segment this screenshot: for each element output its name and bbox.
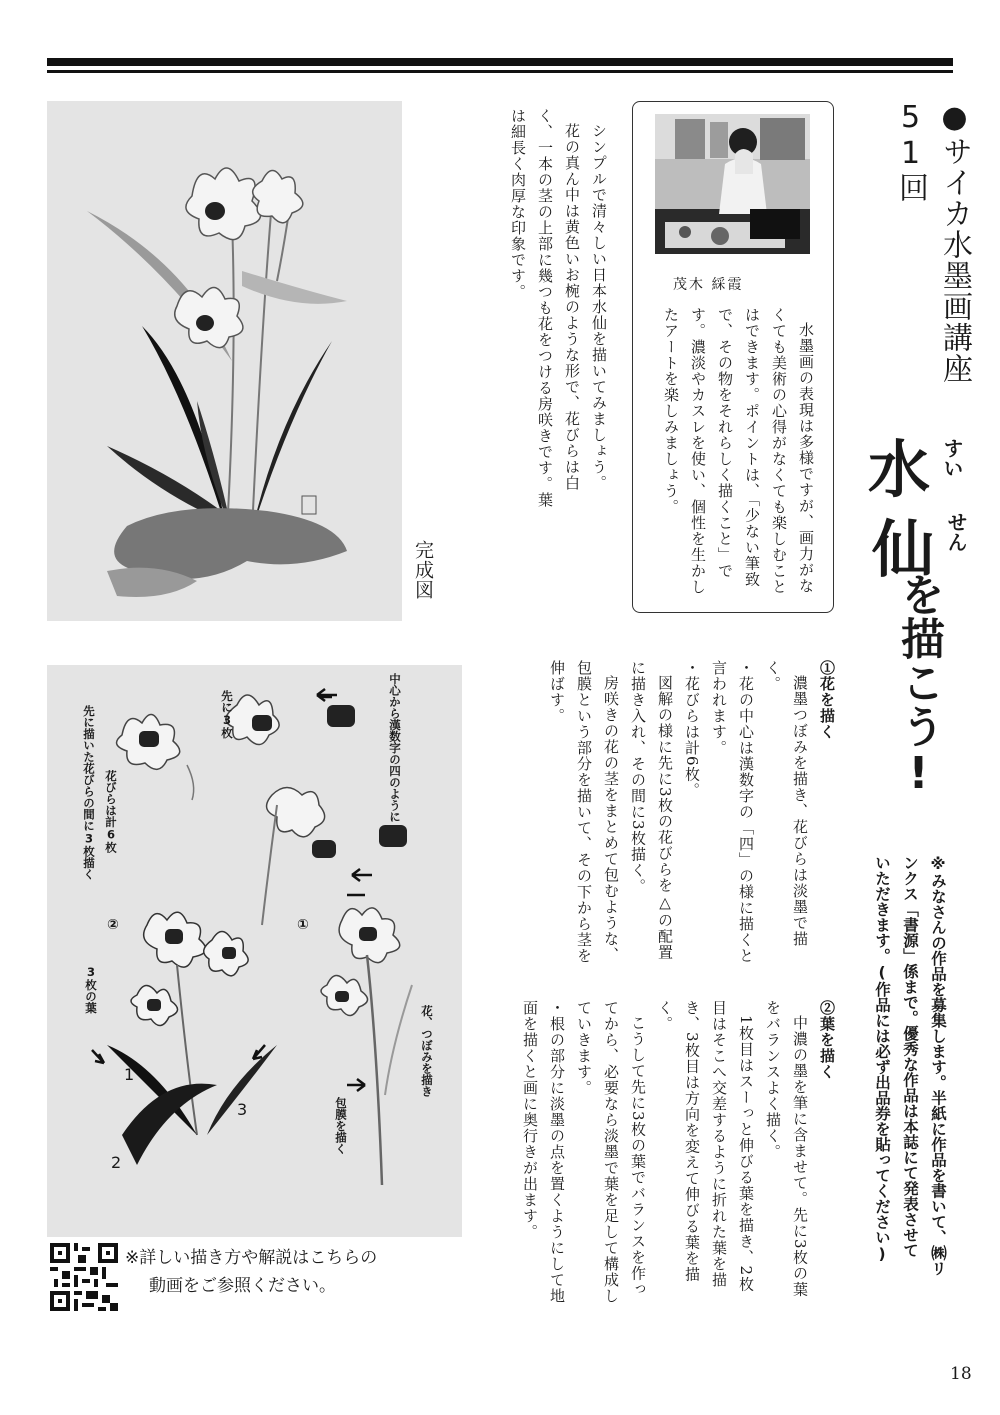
intro-paragraph: 水墨画の表現は多様ですが、画力がなくても美術の心得がなくても楽しむことはできます。ポイントは、「少ない筆致で、その物をそれらしく描くこと」です。濃淡やカスレを使い、個性を生かしたアートを楽しみましょう。	[662, 307, 815, 595]
title-char-sen: 仙	[872, 513, 935, 586]
submission-notice	[868, 855, 952, 1295]
step1-paragraph: ・花の中心は漢数字の「四」の様に描くと言われます。	[710, 660, 755, 964]
step2-paragraph: こうして先に3枚の葉でバランスを作ってから、必要なら淡墨で葉を足して構成していきます。	[575, 1000, 647, 1304]
step2-text	[500, 1000, 840, 1305]
label-flower-bud: 花、つぼみを描き	[420, 1005, 434, 1097]
header-rule-thin	[47, 70, 953, 73]
label-leaf2: 2	[111, 1153, 122, 1172]
diagram-panel	[47, 665, 462, 1237]
title-rest: を描こう!	[893, 572, 944, 799]
label-num2: ②	[107, 917, 119, 933]
qr-code-icon[interactable]	[50, 1243, 118, 1311]
completed-label: 完成図	[412, 540, 434, 600]
title-ruby-sui: すい	[940, 438, 964, 478]
label-between: 先に描いた花びらの間に3枚描く	[82, 705, 96, 880]
label-three-leaves: 3枚の葉	[84, 965, 98, 1014]
label-leaf3: 3	[237, 1100, 248, 1119]
step1-paragraph: ・花びらは計6枚。	[683, 660, 701, 799]
page-number: 18	[950, 1364, 972, 1384]
notice-line: ンクス「書源」係まで。優秀な作品は本誌にて発表させて	[901, 855, 919, 1258]
label-first3: 先に3枚	[220, 690, 234, 739]
step1-paragraph: 濃墨つぼみを描き、花びらは淡墨で描く。	[764, 660, 809, 947]
description-paragraph: 花の真ん中は黄色いお椀のような形で、花びらは白く、一本の茎の上部に幾つも花をつける房咲きです。葉は細長く肉厚な印象です。	[509, 108, 581, 508]
label-num1: ①	[297, 917, 309, 933]
label-petals6: 花びらは計6枚	[104, 770, 118, 853]
notice-line: いただきます。(作品には必ず出品券を貼ってください)	[873, 855, 891, 1263]
artist-photo	[655, 114, 810, 254]
step2-paragraph: 1枚目はスーっと伸びる葉を描き、2枚目はそこへ交差するように折れた葉を描き、3枚目は方向を変えて伸びる葉を描く。	[656, 1000, 755, 1293]
qr-caption	[125, 1244, 377, 1300]
step2-heading: ②葉を描く	[818, 1000, 836, 1080]
daffodil-painting	[47, 101, 402, 621]
notice-line: ※みなさんの作品を募集します。半紙に作品を書いて、㈱リ	[929, 855, 947, 1276]
qr-caption-line: ※詳しい描き方や解説はこちらの	[125, 1248, 378, 1268]
label-leaf1: 1	[124, 1065, 135, 1084]
title-ruby-sen: せん	[944, 512, 968, 552]
photo-caption: 茂木 綵霞	[673, 277, 744, 293]
main-title	[868, 420, 968, 820]
step2-paragraph: ・根の部分に淡墨の点を置くようにして地面を描くと画に奥行きが出ます。	[521, 1000, 566, 1304]
description-paragraph: シンプルで清々しい日本水仙を描いてみましょう。	[590, 123, 608, 491]
step1-heading: ①花を描く	[818, 660, 836, 740]
qr-caption-line: 動画をご参照ください。	[149, 1276, 336, 1296]
header-rule-thick	[47, 58, 953, 66]
label-sheath: 包膜を描く	[334, 1097, 348, 1155]
completed-drawing	[47, 101, 402, 621]
description-text	[452, 108, 612, 508]
step2-paragraph: 中濃の墨を筆に含ませて。先に3枚の葉をバランスよく描く。	[764, 1000, 809, 1298]
intro-text	[657, 307, 819, 599]
label-center: 中心から漢数字の四のように	[388, 673, 402, 823]
title-char-sui: 水	[868, 433, 931, 506]
step1-paragraph: 図解の様に先に3枚の花びらを△の配置に描き入れ、その間に3枚描く。	[629, 660, 674, 961]
series-title: ●サイカ水墨画講座51回	[893, 100, 972, 384]
step1-paragraph: 房咲きの花の茎をまとめて包むような、包膜という部分を描いて、その下から茎を伸ばす。	[548, 660, 620, 964]
intro-box	[632, 101, 834, 613]
step1-text	[528, 660, 840, 975]
